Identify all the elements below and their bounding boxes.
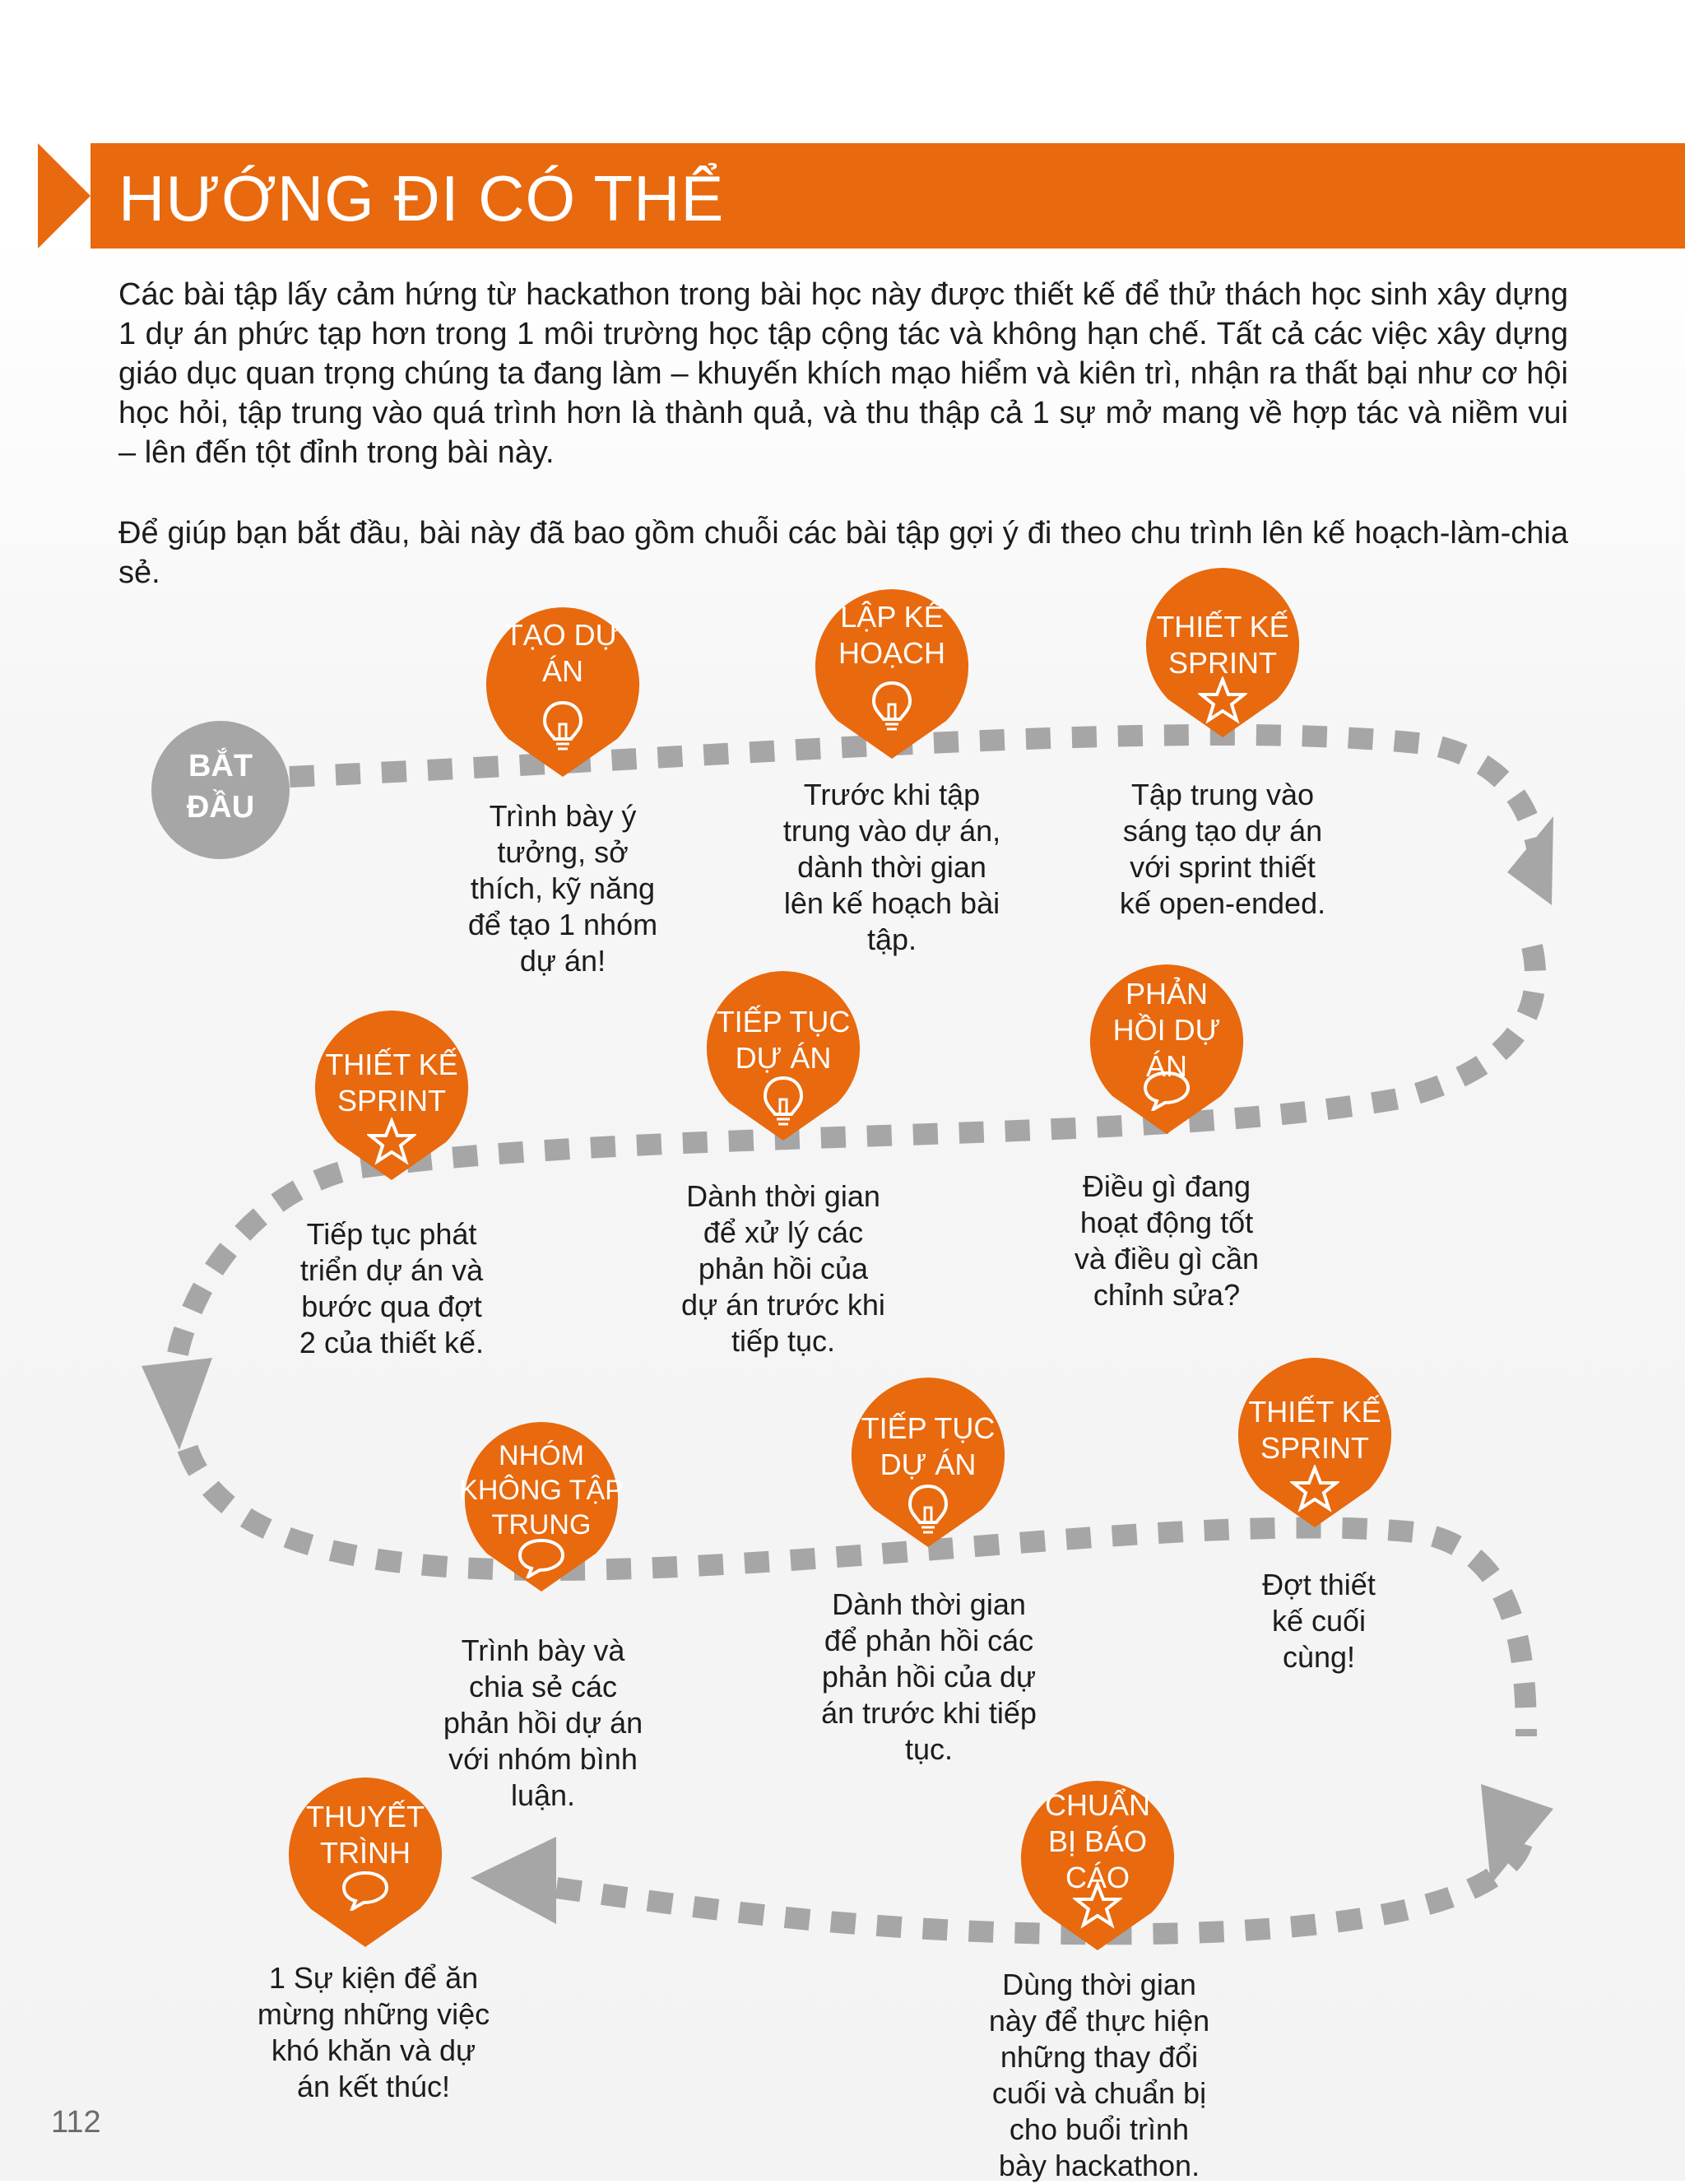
step-description: Trình bày ý tưởng, sở thích, kỹ năng để tạo 1 nhóm dự án! bbox=[467, 799, 658, 978]
page-number: 112 bbox=[51, 2105, 101, 2140]
step-label: THIẾT KẾ SPRINT bbox=[1248, 1395, 1381, 1465]
speech-bubble-icon bbox=[341, 1870, 390, 1919]
step-description: Trước khi tập trung vào dự án, dành thời gian lên kế hoạch bài tập. bbox=[782, 778, 1001, 956]
step-description: Đợt thiết kế cuối cùng! bbox=[1262, 1568, 1376, 1674]
step-pin bbox=[459, 1422, 624, 1628]
step-pin bbox=[485, 607, 640, 813]
lightbulb-icon bbox=[903, 1481, 953, 1531]
start-label: BẮT ĐẦU bbox=[186, 749, 255, 825]
page-title: HƯỚNG ĐI CÓ THỂ bbox=[118, 162, 725, 235]
star-icon bbox=[1073, 1881, 1122, 1931]
step-label: THIẾT KẾ SPRINT bbox=[1156, 610, 1289, 680]
step-description: Điều gì đang hoạt động tốt và điều gì cần chỉnh sửa? bbox=[1074, 1169, 1260, 1312]
star-icon bbox=[1198, 676, 1247, 726]
step-label: THUYẾT TRÌNH bbox=[306, 1800, 425, 1870]
step-label: TIẾP TỤC DỰ ÁN bbox=[716, 1005, 851, 1075]
step-label: THIẾT KẾ SPRINT bbox=[325, 1048, 458, 1118]
lightbulb-icon bbox=[538, 698, 587, 747]
step-description: Dành thời gian để phản hồi các phản hồi của dự án trước khi tiếp tục. bbox=[821, 1587, 1037, 1766]
step-label: PHẢN HỒI DỰ ÁN bbox=[1112, 977, 1221, 1083]
arrow-head-4 bbox=[471, 1837, 556, 1924]
step-pin bbox=[851, 1378, 1005, 1583]
step-pin bbox=[706, 971, 861, 1177]
step-description: Trình bày và chia sẻ các phản hồi dự án với nhóm bình luận. bbox=[443, 1633, 643, 1812]
intro-paragraph-1: Các bài tập lấy cảm hứng từ hackathon trong bài học này được thiết kế để thử thách học sinh xây dựng 1 dự án phức tạp hơn trong 1 môi trường học tập cộng tác và không hạn chế. Tất cả các việc xây dựng giáo dục quan trọng chúng ta đang làm – khuyến khích mạo hiểm và kiên trì, nhận ra thất bại như cơ hội học hỏi, tập trung vào quá trình hơn là thành quả, và thu thập cả 1 sự mở mang về hợp tác và niềm vui – lên đến tột đỉnh trong bài này. bbox=[118, 277, 1568, 470]
start-circle bbox=[151, 721, 290, 859]
step-description: Dành thời gian để xử lý các phản hồi của dự án trước khi tiếp tục. bbox=[681, 1179, 885, 1358]
step-pin bbox=[815, 589, 969, 795]
step-description: Dùng thời gian này để thực hiện những thay đổi cuối và chuẩn bị cho buổi trình bày hackathon. bbox=[988, 1968, 1210, 2182]
arrow-head-2 bbox=[142, 1358, 212, 1450]
step-pin bbox=[1145, 568, 1300, 774]
step-pin bbox=[1020, 1781, 1175, 1987]
lightbulb-icon bbox=[867, 678, 917, 727]
star-icon bbox=[1290, 1465, 1339, 1514]
speech-bubble-icon bbox=[1142, 1070, 1191, 1119]
step-label: CHUẨN BỊ BÁO CÁO bbox=[1044, 1788, 1150, 1894]
lightbulb-icon bbox=[759, 1073, 808, 1122]
step-description: Tiếp tục phát triển dự án và bước qua đợt 2 của thiết kế. bbox=[299, 1217, 485, 1359]
step-pin bbox=[1237, 1358, 1392, 1564]
step-pin bbox=[314, 1011, 469, 1216]
intro-paragraph-2: Để giúp bạn bắt đầu, bài này đã bao gồm chuỗi các bài tập gợi ý đi theo chu trình lên kế hoạch-làm-chia sẻ. bbox=[118, 516, 1568, 590]
step-description: 1 Sự kiện để ăn mừng những việc khó khăn và dự án kết thúc! bbox=[257, 1961, 490, 2103]
speech-bubble-icon bbox=[517, 1537, 566, 1587]
star-icon bbox=[367, 1118, 416, 1167]
step-description: Tập trung vào sáng tạo dự án với sprint thiết kế open-ended. bbox=[1119, 778, 1326, 920]
step-pin bbox=[1089, 964, 1244, 1170]
step-label: TIẾP TỤC DỰ ÁN bbox=[861, 1411, 996, 1481]
arrow-head-1 bbox=[1507, 816, 1553, 905]
step-label: NHÓM KHÔNG TẬP TRUNG bbox=[459, 1440, 624, 1540]
step-label: TẠO DỰ ÁN bbox=[504, 618, 621, 688]
step-label: LẬP KẾ HOẠCH bbox=[838, 600, 945, 670]
